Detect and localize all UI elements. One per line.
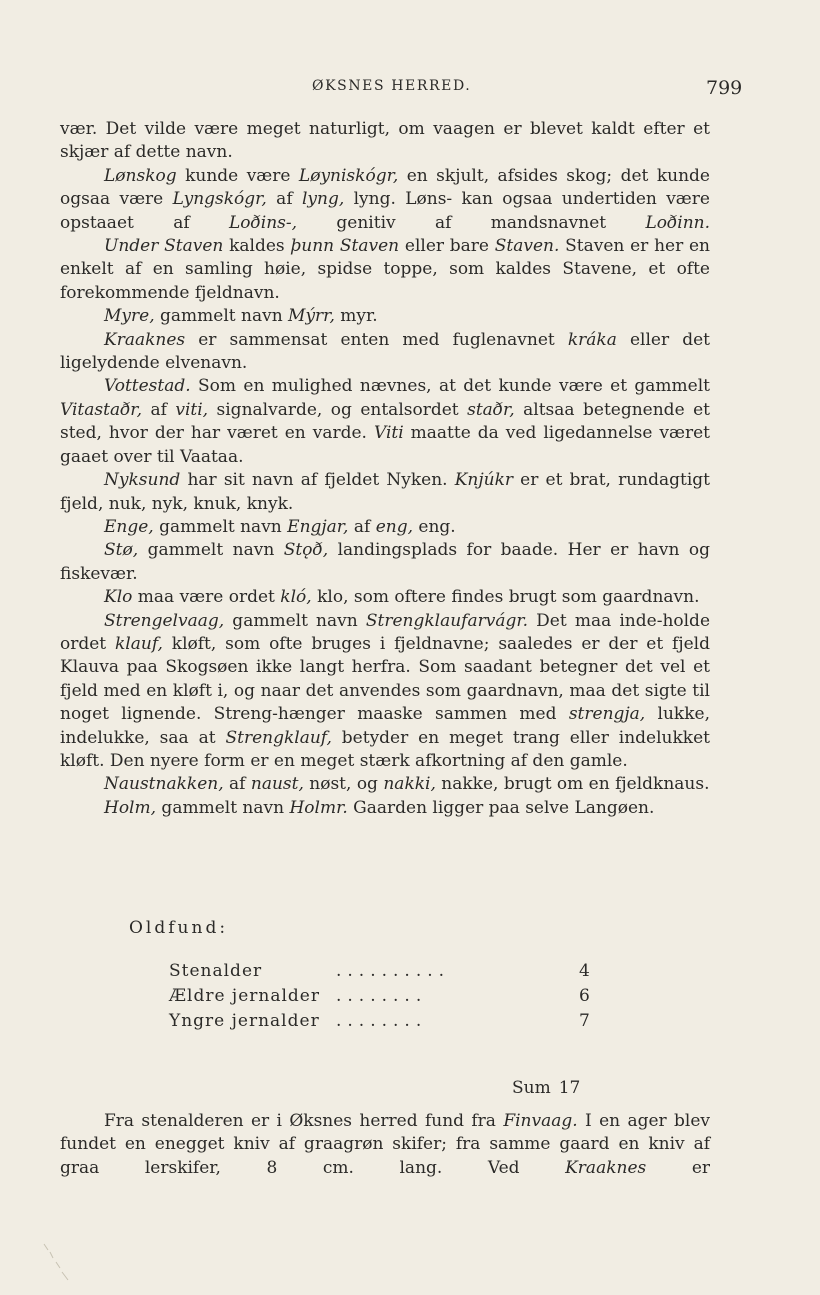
text-run: altsaa betegnende et sted, hvor der har været en varde.	[60, 399, 710, 444]
italic-text: Myre,	[104, 306, 155, 327]
italic-text: Strengklaufarvágr.	[365, 610, 528, 631]
text-run: myr.	[334, 306, 378, 327]
text-run: klo, som oftere findes brugt som gaardnavn.	[311, 587, 700, 608]
body-text	[60, 118, 710, 820]
text-run: af	[266, 189, 302, 210]
italic-text: Loðins-,	[229, 212, 298, 233]
finds-count: 6	[579, 986, 591, 1006]
finds-row	[129, 1011, 599, 1036]
text-run: vær. Det vilde være meget naturligt, om vaagen er blevet kaldt efter et skjær af dette navn.	[60, 119, 710, 163]
italic-text: Vottestad.	[104, 376, 191, 397]
italic-text: Løyniskógr,	[298, 165, 399, 186]
italic-text: Lønskog	[104, 165, 177, 186]
italic-text: Engjar,	[287, 516, 349, 537]
text-run: af	[348, 516, 376, 537]
italic-text: Staven.	[494, 236, 560, 257]
sum-value: 17	[558, 1078, 581, 1098]
italic-text: lyng,	[301, 189, 345, 210]
finds-label: Ældre jernalder	[169, 986, 320, 1006]
text-run: lukke, indelukke, saa at	[60, 704, 710, 748]
italic-text: þunn Staven	[290, 236, 400, 257]
italic-text: Kraaknes	[565, 1157, 647, 1178]
text-run: har sit navn af fjeldet Nyken.	[180, 470, 455, 491]
italic-text: Holmr.	[289, 797, 348, 818]
italic-text: Viti	[373, 423, 404, 444]
italic-text: Holm,	[104, 797, 157, 818]
text-run: gammelt navn	[156, 797, 290, 818]
text-run: eller bare	[399, 236, 495, 257]
text-run: Gaarden ligger paa selve Langøen.	[347, 797, 655, 818]
page-header	[0, 78, 820, 102]
paragraph	[60, 539, 710, 586]
italic-text: Nyksund	[104, 470, 181, 491]
text-run: lyng. Løns- kan ogsaa undertiden være opstaaet af	[60, 189, 710, 233]
italic-text: Enge,	[104, 516, 154, 537]
text-run: af	[223, 774, 251, 795]
text-run: gammelt navn	[138, 540, 284, 561]
text-run: betyder en meget trang eller indelukket kløft. Den nyere form er en meget stærk afkortning af den gamle.	[60, 727, 710, 771]
text-run: Staven er her en enkelt af en samling høie, spidse toppe, som kaldes Stavene, et ofte forekommende fjeldnavn.	[60, 236, 710, 303]
text-run: maa være ordet	[132, 587, 281, 608]
italic-text: Knjúkr	[454, 470, 513, 491]
italic-text: Loðinn.	[645, 212, 710, 233]
text-run: eller det ligelydende elvenavn.	[60, 329, 710, 374]
closing-paragraph	[60, 1110, 710, 1180]
italic-text: Klo	[104, 587, 133, 608]
finds-count: 7	[579, 1011, 591, 1031]
italic-text: Kraaknes	[104, 329, 186, 350]
paragraph	[60, 516, 710, 539]
italic-text: Naustnakken,	[104, 774, 224, 795]
text-run: signalvarde, og entalsordet	[208, 399, 468, 420]
text-run: maatte da ved ligedannelse været gaaet over til Vaataa.	[60, 423, 710, 467]
text-run: genitiv af mandsnavnet	[297, 212, 646, 233]
italic-text: klauf,	[115, 633, 163, 654]
text-run: I en ager blev fundet en enegget kniv af graagrøn skifer; fra samme gaard en kniv af graa lerskifer, 8 cm. lang. Ved	[60, 1111, 711, 1178]
paper-smudge-mark	[38, 1238, 78, 1282]
text-run: eng.	[413, 516, 456, 537]
italic-text: Strengelvaag,	[104, 610, 225, 631]
paragraph	[60, 305, 710, 328]
italic-text: Lyngskógr,	[172, 189, 267, 210]
sum-label: Sum	[512, 1078, 551, 1098]
page-number: 799	[706, 77, 743, 99]
paragraph	[60, 586, 710, 609]
italic-text: staðr,	[467, 399, 515, 420]
finds-heading: Oldfund:	[129, 918, 229, 938]
text-run: kløft, som ofte bruges i fjeldnavne; saaledes er der et fjeld Klauva paa Skogsøen ikke langt herfra. Som saadant betegner det vel et fjeld med en kløft i, og naar det anvendes som gaardnavn, maa det sigte til noget lignende. Streng-hænger maaske sammen med	[60, 633, 710, 725]
italic-text: Finvaag.	[503, 1111, 578, 1131]
finds-table	[129, 918, 599, 1036]
text-run: gammelt navn	[153, 516, 288, 537]
text-run: Det maa inde-holde ordet	[60, 610, 711, 654]
paragraph	[60, 610, 710, 774]
text-run: kunde være	[176, 165, 299, 186]
finds-label: Stenalder	[169, 961, 263, 981]
leader-dots: ........	[336, 1011, 428, 1031]
leader-dots: ........	[336, 986, 428, 1006]
paragraph	[60, 1110, 710, 1180]
italic-text: Vitastaðr,	[60, 399, 142, 420]
running-head: ØKSNES HERRED.	[312, 78, 472, 94]
italic-text: Mýrr,	[288, 306, 335, 327]
italic-text: Under Staven	[104, 236, 224, 257]
finds-row	[129, 986, 599, 1011]
text-run: landingsplads for baade. Her er havn og fiskevær.	[60, 540, 711, 584]
text-run: en skjult, afsides skog; det kunde ogsaa være	[60, 165, 710, 210]
italic-text: kráka	[567, 329, 617, 350]
italic-text: viti,	[175, 399, 209, 420]
text-run: er	[646, 1157, 711, 1178]
text-run: er et brat, rundagtigt fjeld, nuk, nyk, knuk, knyk.	[60, 470, 710, 514]
text-run: gammelt navn	[154, 306, 289, 327]
text-run: nøst, og	[303, 774, 384, 795]
italic-text: Stǫð,	[283, 540, 329, 561]
italic-text: nakki,	[383, 774, 436, 795]
paragraph	[60, 797, 710, 820]
paragraph	[60, 235, 710, 305]
paragraph	[60, 469, 710, 516]
finds-rows	[129, 961, 599, 1036]
paragraph	[60, 165, 710, 235]
paragraph	[60, 375, 710, 469]
text-run: gammelt navn	[224, 610, 366, 631]
italic-text: Stø,	[104, 540, 139, 561]
text-run: Fra stenalderen er i Øksnes herred fund fra	[104, 1111, 504, 1131]
italic-text: eng,	[375, 516, 414, 537]
text-run: nakke, brugt om en fjeldknaus.	[435, 774, 710, 795]
italic-text: kló,	[280, 587, 312, 608]
finds-label: Yngre jernalder	[169, 1011, 320, 1031]
text-run: kaldes	[223, 236, 291, 257]
paragraph	[60, 329, 710, 376]
paragraph	[60, 773, 710, 796]
leader-dots: ..........	[336, 961, 451, 981]
text-run: Som en mulighed nævnes, at det kunde være et gammelt	[190, 376, 710, 397]
finds-sum	[512, 1078, 580, 1098]
text-run: af	[141, 399, 176, 420]
finds-count: 4	[579, 961, 591, 981]
finds-row	[129, 961, 599, 986]
text-run: er sammensat enten med fuglenavnet	[185, 329, 568, 350]
italic-text: naust,	[250, 774, 304, 795]
paragraph	[60, 118, 710, 165]
italic-text: Strengklauf,	[225, 727, 332, 748]
italic-text: strengja,	[568, 704, 646, 725]
